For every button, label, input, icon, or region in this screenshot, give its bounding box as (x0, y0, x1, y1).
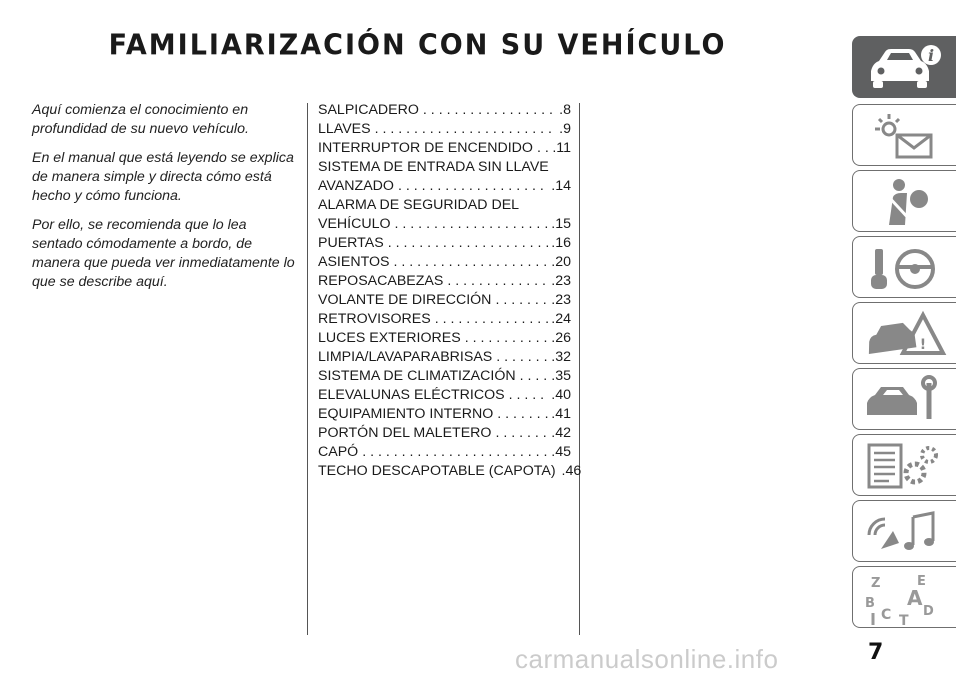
toc-page: .20 (551, 254, 571, 270)
toc-entry-llaves[interactable] (318, 120, 571, 139)
toc-entry-puertas[interactable] (318, 234, 571, 253)
car-maintenance-icon (859, 373, 951, 427)
toc-entry-equipamiento[interactable] (318, 405, 571, 424)
multimedia-music-icon (859, 505, 951, 559)
toc-entry-salpicadero[interactable] (318, 101, 571, 120)
tab-familiarizacion[interactable] (852, 36, 956, 98)
specs-gears-icon (859, 439, 951, 493)
toc-title: TECHO DESCAPOTABLE (CAPOTA) (318, 463, 556, 479)
tab-datos-tecnicos[interactable] (852, 434, 956, 496)
alphabetical-index-icon (859, 571, 951, 627)
tab-cuadro[interactable] (852, 104, 956, 166)
toc-page: .35 (551, 368, 571, 384)
index-letter: T (899, 613, 909, 627)
tab-emergencia[interactable] (852, 302, 956, 364)
toc-title-line1: SISTEMA DE ENTRADA SIN LLAVE (318, 159, 549, 175)
toc-title: SISTEMA DE CLIMATIZACIÓN (318, 368, 516, 384)
index-letter: E (917, 574, 926, 589)
index-letter: C (881, 607, 892, 623)
car-info-icon (859, 41, 951, 95)
chapter-tabs (852, 0, 960, 678)
toc-title: ASIENTOS (318, 254, 390, 270)
seatbelt-airbag-icon (859, 175, 951, 229)
toc-title: PORTÓN DEL MALETERO (318, 425, 492, 441)
index-letter: Z (871, 576, 881, 591)
toc-entry-entrada-sin-llave[interactable] (318, 158, 571, 196)
toc-title: CAPÓ (318, 444, 359, 460)
toc-entry-luces-exteriores[interactable] (318, 329, 571, 348)
tab-seguridad[interactable] (852, 170, 956, 232)
index-letter: D (923, 604, 934, 619)
toc-entry-techo[interactable] (318, 462, 582, 481)
table-of-contents (318, 101, 582, 481)
toc-title: SALPICADERO (318, 102, 419, 118)
index-letter: A (907, 586, 923, 610)
tab-arranque[interactable] (852, 236, 956, 298)
toc-entry-reposacabezas[interactable] (318, 272, 571, 291)
toc-page: .42 (551, 425, 571, 441)
toc-title: REPOSACABEZAS (318, 273, 444, 289)
toc-title: LUCES EXTERIORES (318, 330, 461, 346)
toc-page: .32 (551, 349, 571, 365)
tab-indice[interactable] (852, 566, 956, 628)
toc-title: LIMPIA/LAVAPARABRISAS (318, 349, 493, 365)
column-divider-right (579, 103, 580, 635)
toc-entry-volante[interactable] (318, 291, 571, 310)
toc-entry-elevalunas[interactable] (318, 386, 571, 405)
toc-page: .9 (559, 121, 571, 137)
toc-title: LLAVES (318, 121, 371, 137)
key-steering-wheel-icon (859, 241, 951, 295)
toc-page: .11 (552, 140, 571, 156)
toc-title: INTERRUPTOR DE ENCENDIDO (318, 140, 533, 156)
toc-page: .8 (559, 102, 571, 118)
toc-title-line1: ALARMA DE SEGURIDAD DEL (318, 197, 520, 213)
page-number: 7 (868, 640, 884, 665)
toc-page: .45 (551, 444, 571, 460)
toc-page: .14 (551, 178, 571, 194)
toc-page: .40 (551, 387, 571, 403)
column-divider-left (307, 103, 308, 635)
toc-entry-interruptor[interactable] (318, 139, 571, 158)
toc-entry-capo[interactable] (318, 443, 571, 462)
page-title: FAMILIARIZACIÓN CON SU VEHÍCULO (108, 29, 727, 62)
toc-entry-climatizacion[interactable] (318, 367, 571, 386)
toc-title: AVANZADO (318, 178, 394, 194)
toc-title: PUERTAS (318, 235, 384, 251)
toc-page: .16 (551, 235, 571, 251)
toc-title: ELEVALUNAS ELÉCTRICOS (318, 387, 505, 403)
toc-title: RETROVISORES (318, 311, 431, 327)
toc-page: .46 (561, 463, 582, 479)
intro-text (32, 101, 300, 302)
toc-title: EQUIPAMIENTO INTERNO (318, 406, 494, 422)
toc-page: .24 (551, 311, 571, 327)
tab-multimedia[interactable] (852, 500, 956, 562)
index-letter: B (865, 596, 875, 611)
toc-entry-asientos[interactable] (318, 253, 571, 272)
toc-title: VEHÍCULO (318, 216, 391, 232)
intro-paragraph: En el manual que está leyendo se explica de manera simple y directa cómo está hecho y cómo funciona. (32, 150, 294, 204)
tab-mantenimiento[interactable] (852, 368, 956, 430)
toc-page: .41 (551, 406, 571, 422)
toc-page: .26 (551, 330, 571, 346)
svg-text:i: i (927, 46, 935, 65)
svg-text:!: ! (919, 337, 927, 353)
toc-entry-retrovisores[interactable] (318, 310, 571, 329)
toc-page: .23 (551, 292, 571, 308)
toc-page: .15 (551, 216, 571, 232)
toc-entry-limpiaparabrisas[interactable] (318, 348, 571, 367)
toc-title: VOLANTE DE DIRECCIÓN (318, 292, 492, 308)
toc-entry-porton[interactable] (318, 424, 571, 443)
toc-page: .23 (551, 273, 571, 289)
watermark: carmanualsonline.info (515, 644, 779, 674)
intro-paragraph: Por ello, se recomienda que lo lea sentado cómodamente a bordo, de manera que pueda ver inmediatamente lo que se describe aquí. (32, 217, 295, 290)
toc-entry-alarma[interactable] (318, 196, 571, 234)
intro-paragraph: Aquí comienza el conocimiento en profundidad de su nuevo vehículo. (32, 102, 249, 137)
warning-light-envelope-icon (859, 109, 951, 163)
emergency-triangle-icon (859, 307, 951, 361)
